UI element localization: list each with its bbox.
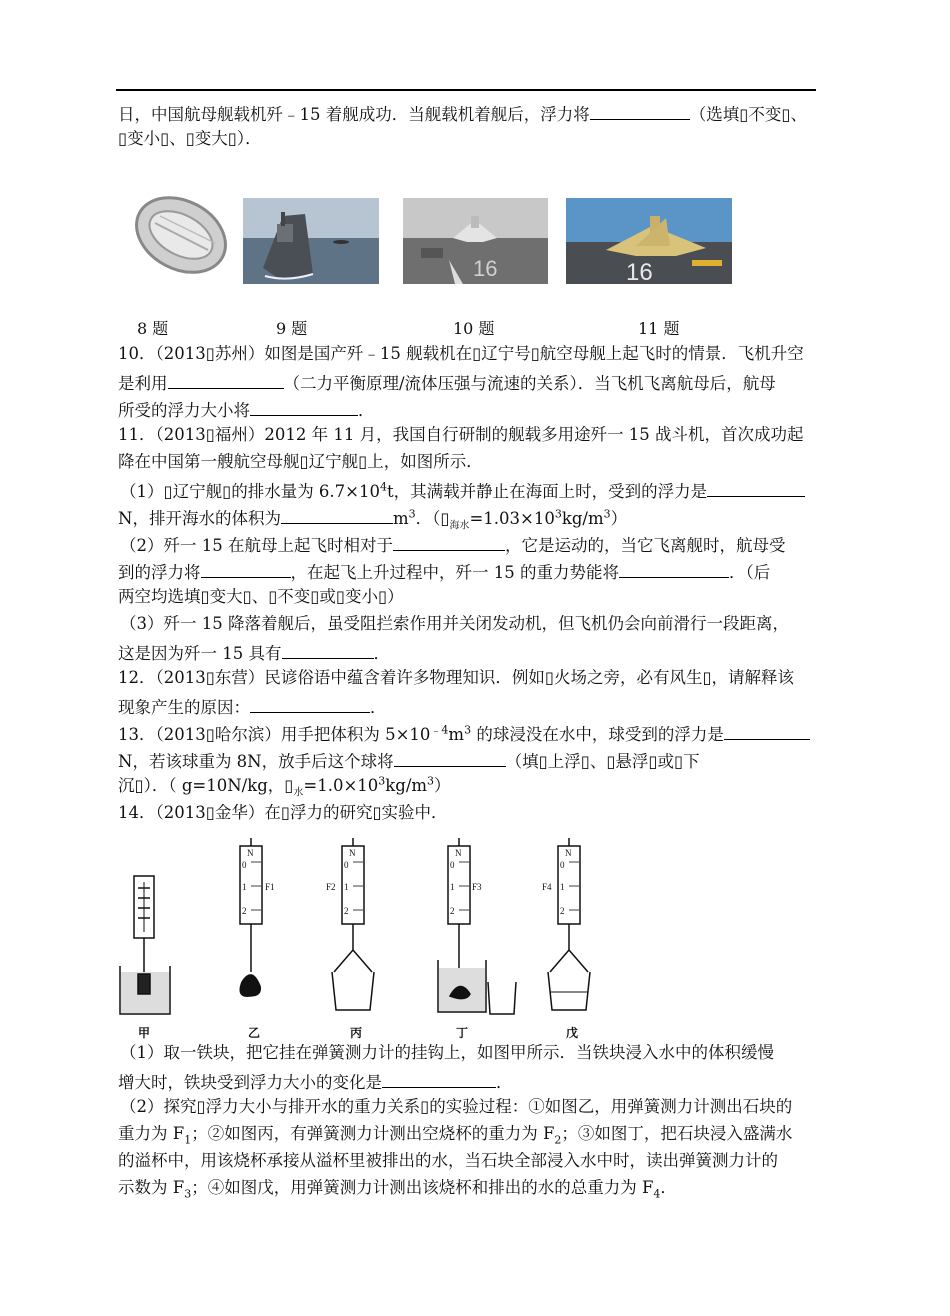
answer-blank[interactable] (394, 748, 506, 767)
text: ，在起飞上升过程中，歼一 15 的重力势能将 (290, 563, 619, 582)
text: 或 (319, 587, 336, 606)
figure-label-ding: 丁 (456, 1026, 469, 1040)
tick: 2 (242, 906, 247, 916)
answer-blank[interactable] (281, 505, 393, 524)
tick: 0 (242, 860, 247, 870)
subscript: 水 (293, 787, 304, 799)
text: 辽宁舰 (172, 482, 223, 501)
answer-blank[interactable] (590, 101, 690, 120)
tick: 1 (560, 882, 565, 892)
subscript: 海水 (449, 520, 470, 532)
text: 到的浮力将 (118, 563, 201, 582)
figure-label-jia: 甲 (138, 1026, 151, 1040)
text-line (120, 478, 805, 503)
text: 不变 (277, 587, 311, 606)
text: 实验中． (381, 803, 448, 822)
missing-glyph: ▯ (335, 587, 345, 606)
text-line (118, 370, 776, 395)
text: ．（后 (729, 563, 771, 582)
figure-label-yi: 乙 (248, 1026, 261, 1040)
question-12 (118, 667, 794, 689)
missing-glyph: ▯ (648, 752, 658, 771)
text: 的溢杯中，用该烧杯承接从溢杯里被排出的水，当石块全部浸入水中时，读出弹簧测力计的 (118, 1151, 778, 1170)
text-line (118, 694, 387, 719)
text: （二力平衡原理/流体压强与流速的关系）．当飞机飞离航母后，航母 (283, 374, 776, 393)
text: 增大时，铁块受到浮力大小的变化是 (118, 1073, 382, 1092)
text: 变小 (344, 587, 378, 606)
caption-11: 11 题 (638, 319, 680, 338)
answer-blank[interactable] (382, 1069, 496, 1088)
tick: 2 (450, 906, 455, 916)
text-line (118, 505, 627, 530)
text: 示数为 F (118, 1178, 185, 1197)
text: 哈尔滨）用手把体积为 5×10 (214, 725, 431, 744)
superscript: ﹣4 (430, 723, 449, 737)
text-line (118, 451, 483, 473)
text: 的球浸没在水中，球受到的浮力是 (471, 725, 724, 744)
text: ； (191, 1124, 208, 1143)
text-line (118, 1150, 778, 1172)
text: ） (434, 776, 451, 795)
missing-glyph: ▯ (196, 1097, 206, 1116)
text: ）． (236, 129, 262, 148)
text: 悬浮 (615, 752, 649, 771)
caption-10: 10 题 (453, 319, 495, 338)
caption-8: 8 题 (137, 319, 169, 338)
superscript: 3 (427, 774, 435, 788)
subscript: 2 (554, 1133, 562, 1147)
missing-glyph: ▯ (222, 482, 232, 501)
text: 、 (251, 587, 269, 606)
text: 东营）民谚俗语中蕴含着许多物理知识．例如 (214, 668, 545, 687)
scale-unit: N (349, 848, 356, 858)
circled-number: ② (207, 1124, 225, 1143)
answer-blank[interactable] (168, 370, 284, 389)
superscript: 3 (378, 774, 386, 788)
answer-blank[interactable] (282, 640, 374, 659)
text-line (118, 128, 262, 150)
text: 、 (790, 105, 807, 124)
missing-glyph: ▯ (310, 587, 320, 606)
text-line (118, 397, 375, 422)
answer-blank[interactable] (724, 721, 810, 740)
tick: 2 (344, 906, 349, 916)
text: （2）歼一 15 在航母上起飞时相对于 (120, 536, 393, 555)
missing-glyph: ▯ (160, 129, 170, 148)
text-line (118, 1177, 677, 1199)
text: 航空母舰上起飞时的情景．飞机升空 (539, 344, 804, 363)
scale-jia (120, 876, 170, 1014)
text: 辽宁舰 (308, 452, 359, 471)
text: ； (191, 1178, 208, 1197)
missing-glyph: ▯ (185, 129, 195, 148)
missing-glyph: ▯ (268, 587, 278, 606)
missing-glyph: ▯ (299, 452, 309, 471)
text: 如图乙，用弹簧测力计测出石块的 (544, 1097, 793, 1116)
svg-text:16: 16 (626, 259, 653, 284)
answer-blank[interactable] (393, 532, 505, 551)
text: ，它是运动的，当它飞离舰时，航母受 (504, 536, 786, 555)
text: 下 (683, 752, 700, 771)
missing-glyph: ▯ (377, 587, 388, 606)
aircraft-carrier-image (243, 198, 379, 284)
text: 或 (657, 752, 674, 771)
question-10 (118, 343, 804, 365)
circled-number: ③ (577, 1124, 595, 1143)
missing-glyph: ▯ (118, 129, 128, 148)
text-line (120, 1096, 792, 1118)
text: kg/m (385, 776, 428, 795)
tick: 0 (344, 860, 349, 870)
missing-glyph: ▯ (205, 344, 215, 363)
figure-label-bing: 丙 (350, 1026, 363, 1040)
missing-glyph: ▯ (702, 668, 712, 687)
text: 苏州）如图是国产歼﹣15 舰载机在 (214, 344, 473, 363)
text: ． (660, 1178, 677, 1197)
tick: 1 (344, 882, 349, 892)
text: ． (358, 401, 375, 420)
text: =1.03×10 (469, 509, 555, 528)
inflatable-boat-image (130, 188, 232, 283)
text: m (392, 509, 409, 528)
text: 、 (589, 752, 607, 771)
text: 的实验过程： (429, 1097, 529, 1116)
question-14 (118, 802, 448, 824)
missing-glyph: ▯ (242, 587, 252, 606)
text-line (118, 586, 404, 608)
svg-text:16: 16 (473, 256, 498, 281)
tick: 0 (450, 860, 455, 870)
force-label: F4 (542, 882, 552, 892)
text: 12．（2013 (118, 668, 206, 687)
force-label: F3 (472, 882, 482, 892)
jet-launch-image (403, 198, 548, 284)
missing-glyph: ▯ (205, 425, 215, 444)
text: 重力为 F (118, 1124, 185, 1143)
missing-glyph: ▯ (580, 752, 590, 771)
text: 11．（2013 (118, 425, 206, 444)
text: 、 (169, 129, 186, 148)
missing-glyph: ▯ (530, 344, 540, 363)
answer-blank[interactable] (707, 478, 805, 497)
missing-glyph: ▯ (358, 452, 368, 471)
spring-scale-figure (112, 832, 612, 1040)
text: ） (610, 509, 628, 528)
text: ． (370, 698, 387, 717)
text: 上浮 (547, 752, 581, 771)
force-label: F1 (265, 882, 275, 892)
text: ．（ (415, 509, 441, 528)
text: 是利用 (118, 374, 168, 393)
answer-blank[interactable] (250, 694, 370, 713)
text: （填 (505, 752, 539, 771)
text: 14．（2013 (118, 803, 206, 822)
text: 两空均选填 (118, 587, 201, 606)
missing-glyph: ▯ (606, 752, 616, 771)
subscript: 3 (184, 1187, 192, 1201)
text: 火场之旁，必有风生 (553, 668, 703, 687)
text: ） (387, 587, 404, 606)
missing-glyph: ▯ (284, 776, 294, 795)
text: （3）歼一 15 降落着舰后，虽受阻拦索作用并关闭发动机，但飞机仍会向前滑行一段距离， (120, 614, 789, 633)
text: （1） (120, 482, 164, 501)
text: kg/m (561, 509, 604, 528)
missing-glyph: ▯ (440, 509, 450, 528)
text-line (118, 101, 807, 126)
text: 日，中国航母舰载机歼﹣15 着舰成功．当舰载机着舰后，浮力将 (118, 105, 590, 124)
superscript: 3 (408, 507, 416, 521)
scale-unit: N (455, 848, 462, 858)
text: N，若该球重为 8N，放手后这个球将 (118, 752, 394, 771)
circled-number: ④ (207, 1178, 225, 1197)
text: 变大 (194, 129, 228, 148)
missing-glyph: ▯ (134, 776, 144, 795)
superscript: 3 (603, 507, 611, 521)
text: （选填 (689, 105, 740, 124)
text: ，请解释该 (711, 668, 795, 687)
text: ； (561, 1124, 578, 1143)
force-label: F2 (326, 882, 336, 892)
missing-glyph: ▯ (200, 587, 210, 606)
circled-number: ① (528, 1097, 545, 1116)
text: 辽宁号 (481, 344, 531, 363)
missing-glyph: ▯ (544, 668, 554, 687)
text: （2）探究 (120, 1097, 197, 1116)
text: 10．（2013 (118, 344, 206, 363)
caption-9: 9 题 (276, 319, 308, 338)
text-line (120, 1042, 774, 1064)
text-line (118, 640, 390, 665)
text: （1）取一铁块，把它挂在弹簧测力计的挂钩上，如图甲所示．当铁块浸入水中的体积缓慢 (120, 1043, 774, 1062)
text-line (120, 613, 789, 635)
missing-glyph: ▯ (739, 105, 749, 124)
text: 所受的浮力大小将 (118, 401, 250, 420)
missing-glyph: ▯ (205, 803, 215, 822)
text: 降在中国第一艘航空母舰 (118, 452, 300, 471)
jet-on-deck-image (566, 198, 732, 284)
missing-glyph: ▯ (372, 803, 382, 822)
text: ． (373, 644, 390, 663)
text-line (120, 532, 785, 557)
superscript: 3 (464, 723, 472, 737)
text: 变小 (127, 129, 161, 148)
missing-glyph: ▯ (538, 752, 548, 771)
missing-glyph: ▯ (205, 668, 215, 687)
text: ． (496, 1073, 513, 1092)
missing-glyph: ▯ (420, 1097, 430, 1116)
superscript: 3 (554, 507, 562, 521)
scale-unit: N (565, 848, 572, 858)
subscript: 1 (184, 1133, 192, 1147)
text-line (118, 1123, 792, 1145)
question-13 (118, 721, 810, 746)
text-line (118, 775, 451, 797)
scale-unit: N (247, 848, 254, 858)
subscript: 4 (653, 1187, 661, 1201)
text: =1.0×10 (303, 776, 379, 795)
tick: 0 (560, 860, 565, 870)
text: m (448, 725, 465, 744)
tick: 2 (560, 906, 565, 916)
missing-glyph: ▯ (674, 752, 684, 771)
text: 不变 (748, 105, 782, 124)
text: N，排开海水的体积为 (118, 509, 281, 528)
text: 上，如图所示． (367, 452, 483, 471)
header-rule (116, 89, 816, 91)
text-line (118, 1069, 513, 1094)
answer-blank[interactable] (201, 559, 291, 578)
question-11 (118, 424, 804, 446)
text-line (118, 559, 770, 584)
text: 金华）在 (214, 803, 281, 822)
text: 如图丙，有弹簧测力计测出空烧杯的重力为 F (224, 1124, 555, 1143)
text: ）．（ g=10N/kg， (143, 776, 285, 795)
text: t，其满载并静止在海面上时，受到的浮力是 (387, 482, 708, 501)
missing-glyph: ▯ (280, 803, 290, 822)
text: 13．（2013 (118, 725, 206, 744)
missing-glyph: ▯ (163, 482, 173, 501)
answer-blank[interactable] (250, 397, 358, 416)
missing-glyph: ▯ (472, 344, 482, 363)
text: 浮力的研究 (289, 803, 373, 822)
missing-glyph: ▯ (781, 105, 791, 124)
text: 浮力大小与排开水的重力关系 (205, 1097, 421, 1116)
missing-glyph: ▯ (227, 129, 237, 148)
missing-glyph: ▯ (205, 725, 215, 744)
text: 福州）2012 年 11 月，我国自行研制的舰载多用途歼一 15 战斗机，首次成功起 (214, 425, 804, 444)
text: 的排水量为 6.7×10 (231, 482, 380, 501)
tick: 1 (242, 882, 247, 892)
text: 如图戊，用弹簧测力计测出该烧杯和排出的水的总重力为 F (224, 1178, 654, 1197)
text: 变大 (209, 587, 243, 606)
text: 如图丁，把石块浸入盛满水 (594, 1124, 793, 1143)
text: 这是因为歼一 15 具有 (118, 644, 282, 663)
text: 现象产生的原因： (118, 698, 250, 717)
superscript: 4 (380, 480, 387, 494)
answer-blank[interactable] (619, 559, 729, 578)
text: 沉 (118, 776, 135, 795)
tick: 1 (450, 882, 455, 892)
text-line (118, 748, 700, 773)
figure-label-wu: 戊 (566, 1026, 579, 1040)
